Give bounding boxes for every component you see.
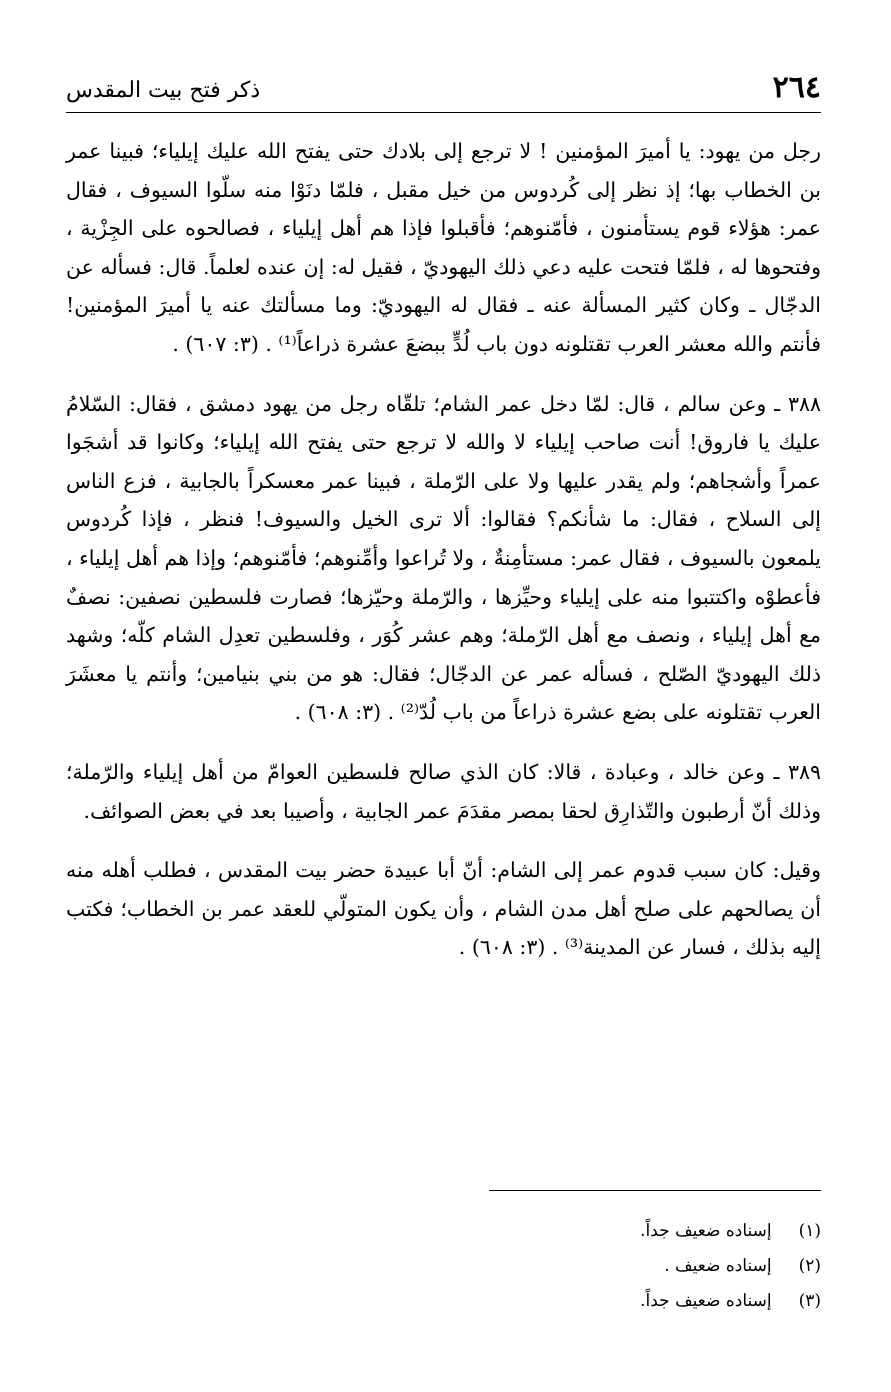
paragraph-continuation: رجل من يهود: يا أميرَ المؤمنين ! لا ترجع إلى بلادك حتى يفتح الله عليك إيلياء؛ فبينا عمر بن الخطاب بها؛ إذ نظر إلى كُردوس من خيل مقبل ، فلمّا دنَوْا منه سلّوا السيوف ، فقال عمر: هؤلاء قوم يستأمنون ، فأمّنوهم؛ فأقبلوا فإذا هم أهل إيلياء ، فصالحوه على الجِزْية ، وفتحوها له ، فلمّا فتحت عليه دعي ذلك اليهوديّ ، فقيل له: إن عنده لعلماً. قال: فسأله عن الدجّال ـ وكان كثير المسألة عنه ـ فقال له اليهوديّ: وما مسألتك عنه يا أميرَ المؤمنين! فأنتم والله معشر العرب تقتلونه دون باب لُدٍّ ببضعَ عشرة ذراعاً⁽¹⁾ . (٣: ٦٠٧) . (66, 139, 821, 356)
footnote-number: (١) (798, 1221, 821, 1241)
footnote-item (640, 1214, 821, 1249)
footnote-divider (489, 1190, 821, 1191)
footnote-number: (٢) (798, 1256, 821, 1276)
footnote-text: إسناده ضعيف . (664, 1256, 772, 1276)
main-text (66, 132, 821, 967)
footnote-text: إسناده ضعيف جداً. (640, 1291, 772, 1311)
footnote-item (640, 1249, 821, 1284)
page-number: ٢٦٤ (772, 70, 821, 105)
paragraph-389: ٣٨٩ ـ وعن خالد ، وعبادة ، قالا: كان الذي صالح فلسطين العوامّ من أهل إيلياء والرّملة؛ وذلك أنّ أرطبون والتّذارِق لحقا بمصر مقدَمَ عمر الجابية ، وأصيبا بعد في بعض الصوائف. (66, 759, 821, 823)
page-header (66, 66, 821, 113)
paragraph-388: ٣٨٨ ـ وعن سالم ، قال: لمّا دخل عمر الشام؛ تلقّاه رجل من يهود دمشق ، فقال: السّلامُ عليك يا فاروق! أنت صاحب إيلياء لا والله لا ترجع حتى يفتح الله إيلياء؛ وكانوا قد أشجَوا عمراً وأشجاهم؛ ولم يقدر عليها ولا على الرّملة ، فبينا عمر معسكراً بالجابية ، فزع الناس إلى السلاح ، فقال: ما شأنكم؟ فقالوا: ألا ترى الخيل والسيوف! فنظر ، فإذا كُردوس يلمعون بالسيوف ، فقال عمر: مستأمِنةٌ ، ولا تُراعوا وأمِّنوهم؛ فأمّنوهم؛ وإذا هم أهل إيلياء ، فأعطوْه واكتتبوا منه على إيلياء وحيِّزها ، والرّملة وحيّزها؛ فصارت فلسطين نصفين: نصفٌ مع أهل إيلياء ، ونصف مع أهل الرّملة؛ وهم عشر كُوَر ، وفلسطين تعدِل الشام كلّه؛ وشهد ذلك اليهوديّ الصّلح ، فسأله عمر عن الدجّال؛ فقال: هو من بني بنيامين؛ وأنتم يا معشَرَ العرب تقتلونه على بضع عشرة ذراعاً من باب لُدّ⁽²⁾ . (٣: ٦٠٨) . (66, 391, 821, 725)
footnote-number: (٣) (798, 1291, 821, 1311)
footnote-text: إسناده ضعيف جداً. (640, 1221, 772, 1241)
book-page (66, 66, 821, 1346)
footnotes (640, 1214, 821, 1319)
footnote-item (640, 1284, 821, 1319)
paragraph-qila: وقيل: كان سبب قدوم عمر إلى الشام: أنّ أبا عبيدة حضر بيت المقدس ، فطلب أهله منه أن يصالحهم على صلح أهل مدن الشام ، وأن يكون المتولّي للعقد عمر بن الخطاب؛ فكتب إليه بذلك ، فسار عن المدينة⁽³⁾ . (٣: ٦٠٨) . (66, 858, 821, 960)
running-title: ذكر فتح بيت المقدس (66, 78, 261, 103)
